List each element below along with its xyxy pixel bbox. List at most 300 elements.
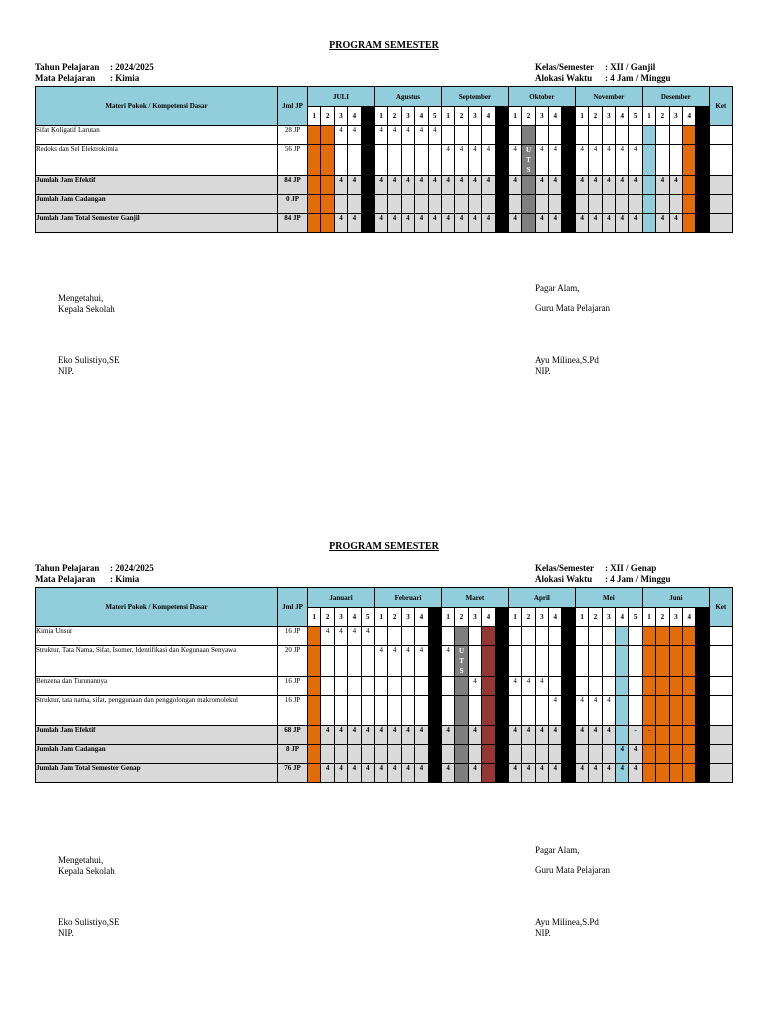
week-cell [468,126,481,145]
week-cell [696,145,709,176]
week-cell [428,145,441,176]
week-cell [508,745,521,764]
week-cell: 4 [616,764,629,783]
week-cell: 4 [334,126,347,145]
week-cell [482,764,495,783]
week-cell [401,145,414,176]
week-header: 3 [468,107,481,126]
week-cell [495,646,508,677]
week-header: 2 [522,107,535,126]
week-header: 5 [629,107,642,126]
week-cell [334,195,347,214]
week-cell: 4 [669,176,682,195]
week-cell: 4 [602,764,615,783]
week-cell [308,176,321,195]
week-cell [455,696,468,726]
week-cell [642,646,655,677]
week-cell [642,764,655,783]
week-cell [374,195,387,214]
week-header: 3 [602,608,615,627]
week-header: 5 [629,608,642,627]
week-cell: 4 [549,145,562,176]
week-cell: 4 [629,145,642,176]
jp-cell: 84 JP [278,214,308,233]
month-header: September [441,87,508,107]
week-cell: 4 [374,214,387,233]
week-cell [348,145,361,176]
week-cell [482,627,495,646]
week-cell [656,764,669,783]
materi-cell: Jumlah Jam Efektif [36,726,278,745]
week-cell: 4 [334,214,347,233]
week-cell: 4 [589,214,602,233]
week-cell: 4 [441,176,454,195]
week-cell [549,646,562,677]
week-cell: 4 [575,176,588,195]
week-header: 5 [361,608,374,627]
info-left [35,62,154,84]
week-cell: 4 [468,176,481,195]
week-cell [334,745,347,764]
materi-cell: Redoks dan Sel Elektrokimia [36,145,278,176]
week-cell [374,145,387,176]
header-jml-jp: Jml JP [278,588,308,627]
ket-cell [709,745,732,764]
week-cell: 4 [549,214,562,233]
week-cell: 4 [348,214,361,233]
week-cell [616,696,629,726]
jp-cell: 0 JP [278,195,308,214]
week-cell [495,145,508,176]
week-cell [495,745,508,764]
ket-cell [709,214,732,233]
week-cell: 4 [522,726,535,745]
week-cell [308,726,321,745]
summary-row [36,745,733,764]
week-cell [348,745,361,764]
week-cell: 4 [374,126,387,145]
week-cell: 4 [401,726,414,745]
week-cell: 4 [415,646,428,677]
week-cell [562,126,575,145]
week-cell [441,627,454,646]
week-cell: 4 [549,696,562,726]
week-cell: 4 [428,126,441,145]
week-cell: 4 [616,745,629,764]
week-cell [696,195,709,214]
week-cell [683,646,696,677]
week-header: 3 [468,608,481,627]
week-cell [415,195,428,214]
sig-name: Eko Sulistiyo,SE [58,355,120,365]
week-cell: 4 [522,764,535,783]
week-cell: 4 [549,726,562,745]
week-cell [441,677,454,696]
semester-genap [0,541,768,1011]
week-header: 1 [374,107,387,126]
header-ket: Ket [709,588,732,627]
week-cell [602,627,615,646]
week-cell [308,646,321,677]
week-cell [549,745,562,764]
jp-cell: 8 JP [278,745,308,764]
week-header: 4 [616,608,629,627]
week-cell [361,696,374,726]
week-header: 4 [348,608,361,627]
week-cell: 4 [656,176,669,195]
week-cell: 4 [388,176,401,195]
week-cell [321,126,334,145]
header-jml-jp: Jml JP [278,87,308,126]
table-row [36,627,733,646]
week-header: 2 [388,107,401,126]
week-cell [656,677,669,696]
week-cell [683,126,696,145]
week-header: 4 [683,608,696,627]
week-cell [495,126,508,145]
week-cell: 4 [455,176,468,195]
week-cell [562,745,575,764]
week-cell: 4 [575,214,588,233]
week-cell [468,745,481,764]
week-cell: 4 [334,176,347,195]
summary-row [36,176,733,195]
week-header [562,608,575,627]
week-cell: 4 [401,646,414,677]
info-value: : Kimia [110,73,140,83]
week-header: 2 [589,107,602,126]
week-cell [562,214,575,233]
signature-left [58,855,115,877]
week-cell: 4 [549,764,562,783]
week-cell [696,696,709,726]
week-cell [388,745,401,764]
summary-row [36,214,733,233]
ket-cell [709,176,732,195]
week-cell [656,145,669,176]
week-cell [575,126,588,145]
week-cell: 4 [508,145,521,176]
info-label: Mata Pelajaran [35,73,96,83]
week-cell [696,764,709,783]
week-cell: 4 [482,145,495,176]
week-cell [656,745,669,764]
week-cell [562,696,575,726]
week-cell: 4 [361,764,374,783]
week-header: 3 [334,608,347,627]
info-left [35,563,154,585]
week-cell [348,646,361,677]
week-cell [602,745,615,764]
week-cell [642,627,655,646]
week-cell [669,627,682,646]
week-cell [334,677,347,696]
week-cell [589,745,602,764]
week-cell [602,195,615,214]
jp-cell: 16 JP [278,627,308,646]
week-header [562,107,575,126]
week-cell [508,696,521,726]
week-header: 4 [549,608,562,627]
sig-place: Pagar Alam, [535,845,580,855]
signature-left-name [58,917,120,939]
week-cell [495,176,508,195]
week-cell: 4 [575,764,588,783]
uts-letter: T [526,156,531,164]
week-cell [415,696,428,726]
week-cell [375,627,388,646]
week-cell: 4 [375,764,388,783]
week-cell [482,726,495,745]
week-header: 1 [308,608,321,627]
week-cell [482,646,495,677]
week-cell [361,646,374,677]
week-cell [642,696,655,726]
week-header: 1 [508,107,521,126]
week-cell [602,677,615,696]
week-cell [401,696,414,726]
week-cell [441,696,454,726]
week-cell [348,696,361,726]
week-cell [575,627,588,646]
week-cell [308,145,321,176]
week-cell: 4 [468,726,481,745]
week-cell: 4 [535,677,548,696]
week-cell [629,646,642,677]
month-header: Mei [575,588,642,608]
week-header [495,107,508,126]
week-header: 4 [482,608,495,627]
week-cell: 4 [482,214,495,233]
week-cell: 4 [535,176,548,195]
week-cell [629,677,642,696]
month-header: April [508,588,575,608]
week-cell: 4 [589,764,602,783]
week-cell [508,126,521,145]
week-cell [656,627,669,646]
month-header: Januari [308,588,375,608]
header-materi: Materi Pokok / Kompetensi Dasar [36,588,278,627]
week-cell [642,195,655,214]
week-header: 4 [348,107,361,126]
week-cell [696,677,709,696]
header-materi: Materi Pokok / Kompetensi Dasar [36,87,278,126]
week-cell: 4 [468,214,481,233]
week-cell [482,696,495,726]
month-header: JULI [308,87,375,107]
sig-line: Mengetahui, [58,293,104,303]
week-cell [562,764,575,783]
week-cell [482,745,495,764]
sig-nip: NIP. [535,928,551,938]
week-cell [642,745,655,764]
week-cell [361,677,374,696]
uts-letter: S [526,166,531,174]
week-cell [535,745,548,764]
week-cell: 4 [388,764,401,783]
info-right [535,62,671,84]
week-cell [455,646,468,677]
week-cell [683,176,696,195]
week-cell: 4 [575,145,588,176]
week-cell: 4 [508,764,521,783]
week-cell: 4 [361,627,374,646]
week-cell [669,195,682,214]
week-cell [696,745,709,764]
info-label: Tahun Pelajaran [35,563,100,573]
week-cell [361,176,374,195]
jp-cell: 16 JP [278,696,308,726]
week-cell: 4 [656,214,669,233]
week-cell [455,627,468,646]
ket-cell [709,646,732,677]
materi-cell: Jumlah Jam Total Semester Genap [36,764,278,783]
sig-nip: NIP. [535,366,551,376]
week-header: 1 [441,608,454,627]
week-cell: 4 [455,145,468,176]
info-label: Kelas/Semester [535,62,594,72]
summary-row [36,764,733,783]
week-cell [375,696,388,726]
week-cell [495,764,508,783]
week-cell: 4 [602,214,615,233]
week-cell [549,195,562,214]
week-cell [321,677,334,696]
week-cell [696,726,709,745]
week-header: 2 [522,608,535,627]
week-cell [535,646,548,677]
month-header: Desember [642,87,709,107]
week-cell [669,126,682,145]
week-cell [629,126,642,145]
info-right [535,563,671,585]
week-cell [321,646,334,677]
week-cell: 4 [508,677,521,696]
week-header: 3 [669,107,682,126]
week-cell [562,677,575,696]
week-cell [549,677,562,696]
week-cell: 4 [669,214,682,233]
week-cell: 4 [428,214,441,233]
week-cell [388,627,401,646]
week-cell [616,195,629,214]
week-cell [482,126,495,145]
week-header: 1 [642,107,655,126]
week-cell [683,677,696,696]
week-cell: 4 [602,726,615,745]
week-cell [522,696,535,726]
week-header: 1 [575,608,588,627]
week-cell [522,627,535,646]
week-cell [589,195,602,214]
week-header: 1 [375,608,388,627]
week-cell: 4 [361,726,374,745]
week-cell [321,145,334,176]
week-header: 3 [535,107,548,126]
week-cell [361,745,374,764]
week-cell [669,764,682,783]
week-cell: 4 [441,214,454,233]
week-cell: 4 [388,646,401,677]
week-cell [656,696,669,726]
week-cell [656,195,669,214]
week-cell [482,677,495,696]
jp-cell: 20 JP [278,646,308,677]
week-cell: 4 [348,627,361,646]
week-cell: 4 [388,126,401,145]
week-header: 2 [321,107,334,126]
week-header: 4 [415,107,428,126]
sig-name: Ayu Milinea,S.Pd [535,917,599,927]
week-cell [428,677,441,696]
week-cell [522,176,535,195]
week-header: 3 [602,107,615,126]
week-cell: 4 [401,214,414,233]
week-cell [415,745,428,764]
week-cell [415,145,428,176]
info-value: : 2024/2025 [110,563,154,573]
week-cell [642,176,655,195]
week-cell: 4 [321,627,334,646]
week-cell [348,677,361,696]
week-cell [428,195,441,214]
signature-left-name [58,355,120,377]
week-cell [562,726,575,745]
week-cell: 4 [589,145,602,176]
week-cell [495,214,508,233]
week-cell [415,677,428,696]
week-cell [535,195,548,214]
week-cell [375,745,388,764]
week-cell [575,677,588,696]
signature-right [535,283,610,314]
sig-nip: NIP. [58,366,74,376]
week-header: 3 [669,608,682,627]
week-cell [522,145,535,176]
week-cell [401,195,414,214]
week-cell [361,145,374,176]
ket-cell [709,126,732,145]
signature-right-name [535,917,599,939]
week-cell: 4 [415,176,428,195]
table-row [36,646,733,677]
week-cell [535,126,548,145]
week-cell [482,195,495,214]
info-value: : XII / Ganjil [605,62,656,72]
week-cell [401,677,414,696]
week-cell [428,646,441,677]
ket-cell [709,145,732,176]
week-cell [602,126,615,145]
week-cell [683,195,696,214]
table-row [36,126,733,145]
week-cell [455,195,468,214]
ket-cell [709,726,732,745]
info-label: Tahun Pelajaran [35,62,100,72]
week-cell: 4 [334,627,347,646]
week-cell: 4 [616,214,629,233]
week-cell: 4 [441,646,454,677]
week-header: 3 [334,107,347,126]
week-header: 5 [428,107,441,126]
week-cell [308,214,321,233]
week-cell [589,627,602,646]
week-header: 2 [589,608,602,627]
week-header: 4 [415,608,428,627]
week-header: 1 [575,107,588,126]
week-header: 3 [535,608,548,627]
week-cell: 4 [415,764,428,783]
